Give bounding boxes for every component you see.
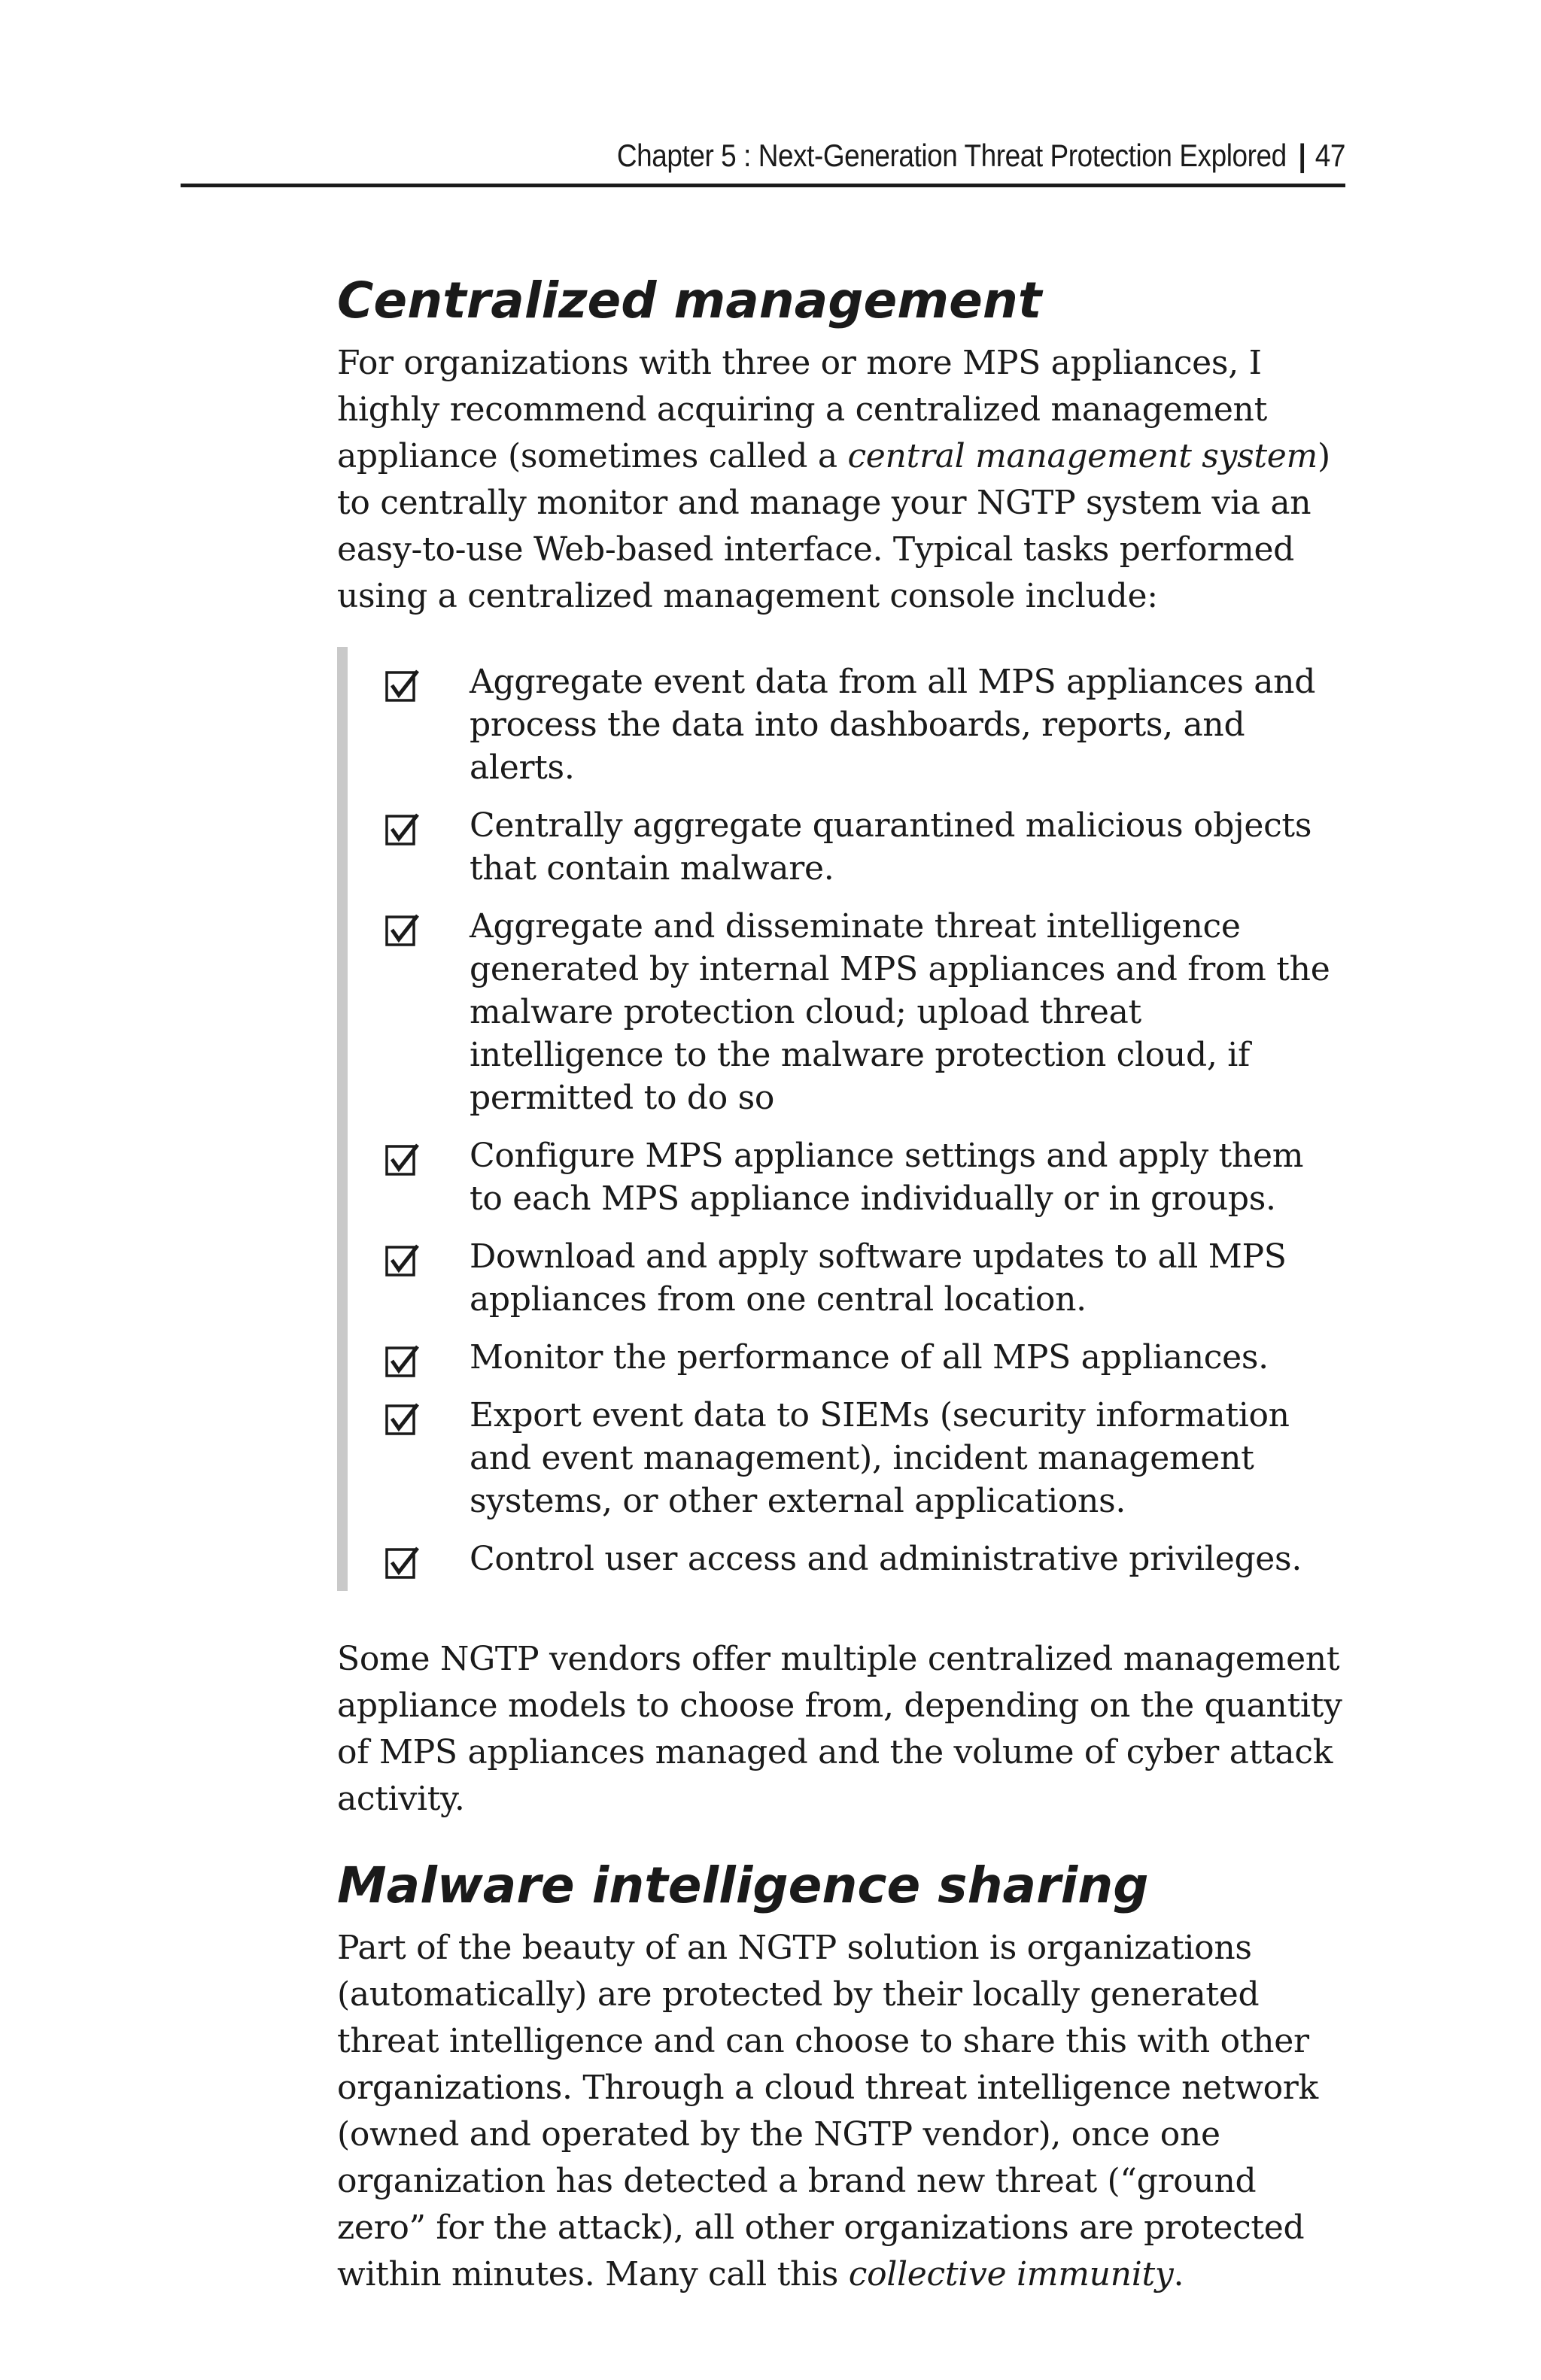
task-checklist (337, 647, 1345, 1591)
checklist-item (348, 1235, 1345, 1321)
header-separator: | (1298, 138, 1306, 173)
sharing-text-end: . (1173, 2255, 1184, 2293)
checked-box-icon (385, 912, 420, 947)
checked-box-icon (385, 1243, 420, 1277)
checklist-item (348, 1538, 1345, 1580)
checked-box-icon (385, 1142, 420, 1176)
checklist-item (348, 1134, 1345, 1220)
checklist-item (348, 905, 1345, 1119)
intro-text-italic: central management system (847, 437, 1318, 475)
checklist-item-text: Aggregate and disseminate threat intelligence generated by internal MPS appliances and from the malware protection cloud; upload threat intelligence to the malware protection cloud, if permitted to do so (470, 907, 1330, 1117)
checklist-item (348, 804, 1345, 890)
checked-box-icon (385, 1401, 420, 1436)
checklist-item-text: Configure MPS appliance settings and apply them to each MPS appliance individually or in groups. (470, 1137, 1304, 1218)
checked-box-icon (385, 668, 420, 703)
checklist-item-text: Download and apply software updates to all MPS appliances from one central location. (470, 1237, 1287, 1319)
closing-paragraph: Some NGTP vendors offer multiple centralized management appliance models to choose from, depending on the quantity of MPS appliances managed and the volume of cyber attack activity. (337, 1640, 1342, 1818)
sharing-text-start: Part of the beauty of an NGTP solution is organizations (automatically) are protected by their locally generated threat intelligence and can choose to share this with other organizations. Through a cloud threat intelligence network (owned and operated by the NGTP vendor), once one organization has detected a brand new threat (“ground zero” for the attack), all other organizations are protected within minutes. Many call this (337, 1929, 1318, 2293)
checklist-item (348, 660, 1345, 789)
checked-box-icon (385, 1343, 420, 1378)
checklist-item-text: Aggregate event data from all MPS appliances and process the data into dashboards, reports, and alerts. (470, 663, 1316, 787)
checklist-item-text: Monitor the performance of all MPS appliances. (470, 1338, 1269, 1377)
sharing-paragraph (337, 1925, 1345, 2298)
checklist-item (348, 1336, 1345, 1379)
header-rule (181, 184, 1345, 187)
section-heading-malware-intelligence-sharing: Malware intelligence sharing (337, 1856, 1149, 1914)
intro-paragraph (337, 340, 1345, 620)
page-number: 47 (1315, 138, 1345, 173)
chapter-title: Chapter 5 : Next-Generation Threat Protection Explored (616, 138, 1287, 173)
sharing-text-italic: collective immunity (848, 2255, 1174, 2293)
page-content (337, 268, 1345, 2298)
section-heading-centralized-management: Centralized management (337, 272, 1042, 329)
checklist-item-text: Centrally aggregate quarantined malicious objects that contain malware. (470, 806, 1312, 888)
checked-box-icon (385, 1545, 420, 1580)
intro-text-end: ) to centrally monitor and manage your NGTP system via an easy-to-use Web-based interface. Typical tasks performed using a centralized management console include: (337, 437, 1330, 615)
checklist-item (348, 1394, 1345, 1522)
checklist-item-text: Control user access and administrative privileges. (470, 1540, 1302, 1578)
checklist-item-text: Export event data to SIEMs (security information and event management), incident management systems, or other external applications. (470, 1396, 1290, 1520)
intro-text-start: For organizations with three or more MPS appliances, I highly recommend acquiring a centralized management appliance (sometimes called a (337, 344, 1267, 475)
checked-box-icon (385, 812, 420, 846)
running-head (321, 134, 1345, 178)
